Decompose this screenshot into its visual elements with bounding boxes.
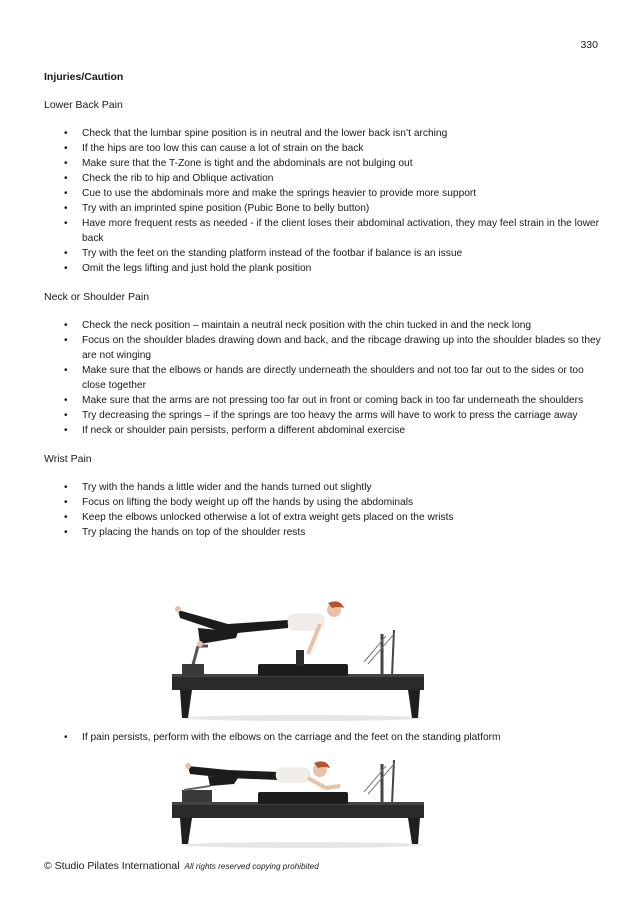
list-item: • If the hips are too low this can cause a lot of strain on the back — [82, 141, 604, 156]
list-item: • Have more frequent rests as needed - if the client loses their abdominal activation, they may feel strain in the lower back — [82, 216, 604, 246]
list-item: • Focus on lifting the body weight up off the hands by using the abdominals — [82, 495, 604, 510]
list-item: • Cue to use the abdominals more and make the springs heavier to provide more support — [82, 186, 604, 201]
section-heading-neck-shoulder: Neck or Shoulder Pain — [44, 291, 150, 303]
reformer-plank-elbows-photo — [168, 756, 436, 848]
copyright-text: © Studio Pilates International — [44, 860, 180, 872]
footer — [44, 859, 319, 874]
list-item: • Omit the legs lifting and just hold the plank position — [82, 261, 604, 276]
list-item: • Try placing the hands on top of the shoulder rests — [82, 525, 604, 540]
list-item: • Focus on the shoulder blades drawing down and back, and the ribcage drawing up into the shoulder blades so they are not winging — [82, 333, 604, 363]
list-item: • Check the rib to hip and Oblique activation — [82, 171, 604, 186]
reformer-plank-hands-photo — [168, 594, 436, 722]
list-item: • Make sure that the T-Zone is tight and the abdominals are not bulging out — [82, 156, 604, 171]
section-heading-wrist: Wrist Pain — [44, 453, 92, 465]
after-figure-list — [82, 730, 602, 745]
lower-back-list — [44, 126, 604, 276]
list-item: • Try with the feet on the standing platform instead of the footbar if balance is an issue — [82, 246, 604, 261]
list-item: • Make sure that the arms are not pressing too far out in front or coming back in too far underneath the shoulders — [82, 393, 604, 408]
page-number: 330 — [580, 39, 598, 51]
list-item: • Keep the elbows unlocked otherwise a lot of extra weight gets placed on the wrists — [82, 510, 604, 525]
wrist-list — [44, 480, 604, 540]
neck-shoulder-list — [44, 318, 604, 438]
list-item: • Try decreasing the springs – if the springs are too heavy the arms will have to work to press the carriage away — [82, 408, 604, 423]
list-item: • Try with the hands a little wider and the hands turned out slightly — [82, 480, 604, 495]
list-item: • Check that the lumbar spine position is in neutral and the lower back isn’t arching — [82, 126, 604, 141]
list-item: • If pain persists, perform with the elbows on the carriage and the feet on the standing platform — [82, 730, 602, 745]
page-content — [44, 70, 604, 540]
section-heading-lower-back: Lower Back Pain — [44, 99, 123, 111]
list-item: • If neck or shoulder pain persists, perform a different abdominal exercise — [82, 423, 604, 438]
list-item: • Make sure that the elbows or hands are directly underneath the shoulders and not too far out to the sides or too close together — [82, 363, 604, 393]
list-item: • Check the neck position – maintain a neutral neck position with the chin tucked in and the neck long — [82, 318, 604, 333]
main-heading: Injuries/Caution — [44, 71, 124, 83]
list-item: • Try with an imprinted spine position (Pubic Bone to belly button) — [82, 201, 604, 216]
rights-notice: All rights reserved copying prohibited — [184, 862, 319, 871]
